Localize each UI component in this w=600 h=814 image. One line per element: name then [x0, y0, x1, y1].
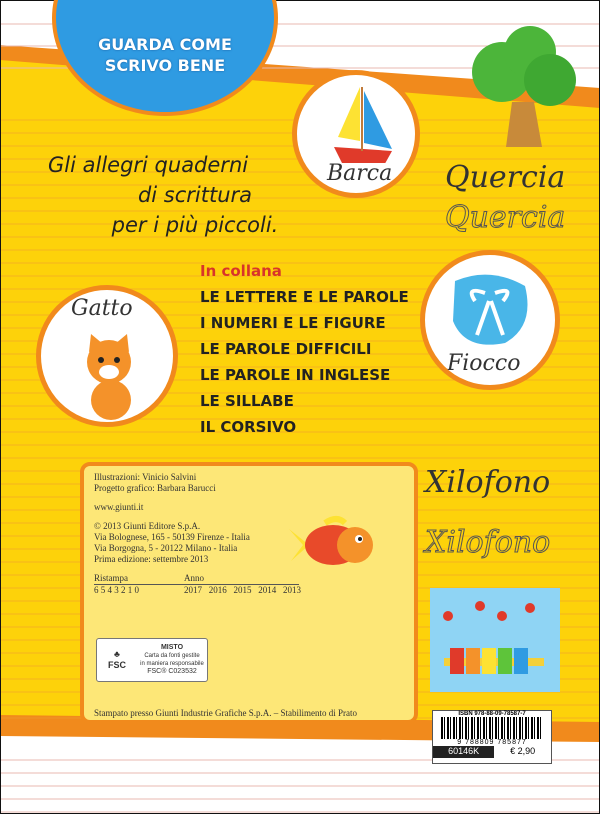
fsc-code: FSC® C023532 [147, 668, 197, 675]
edition: Prima edizione: settembre 2013 [94, 554, 209, 564]
series-title: In collana [200, 262, 282, 280]
barcode [432, 710, 552, 764]
reprint-numbers: 6 5 4 3 2 1 0 [94, 585, 139, 595]
fsc-mix: MISTO [160, 644, 184, 651]
tagline-line-1: Gli allegri quaderni [48, 153, 249, 177]
tagline-line-2: di scrittura [137, 183, 253, 207]
year-label: Anno [184, 573, 204, 583]
series-item: LE LETTERE E LE PAROLE [200, 288, 409, 306]
website-link[interactable]: www.giunti.it [94, 502, 144, 512]
series-item: I NUMERI E LE FIGURE [200, 314, 386, 332]
bow-picture [420, 250, 560, 390]
printer-credit: Stampato presso Giunti Industrie Grafiche S.p.A. – Stabilimento di Prato [94, 708, 357, 718]
tree-icon [470, 22, 580, 150]
fsc-logo: ♣ FSC [108, 649, 126, 670]
bow-label: Fiocco [447, 351, 521, 376]
price: € 2,90 [510, 746, 536, 756]
word-oak-tracing: Quercia [445, 200, 566, 235]
xylophone-icon [430, 588, 560, 692]
cat-icon [71, 330, 151, 420]
series-item: IL CORSIVO [200, 418, 297, 436]
address-florence: Via Bolognese, 165 - 50139 Firenze - Italia [94, 532, 250, 542]
product-code: 60146K [433, 746, 494, 758]
copyright: © 2013 Giunti Editore S.p.A. [94, 521, 201, 531]
reprint-label: Ristampa [94, 573, 128, 583]
tagline-line-3: per i più piccoli. [111, 213, 279, 237]
fsc-desc: in maniera responsabile [140, 661, 204, 667]
badge-line-1: GUARDA COME [98, 35, 232, 54]
badge-line-2: SCRIVO BENE [104, 56, 226, 75]
fsc-label [96, 638, 208, 682]
bow-icon [445, 271, 535, 351]
address-milan: Via Borgogna, 5 - 20122 Milano - Italia [94, 543, 238, 553]
series-item: LE PAROLE IN INGLESE [200, 366, 391, 384]
boat-label: Barca [327, 161, 393, 186]
isbn: ISBN 978-88-09-78587-7 [458, 711, 526, 717]
illustrations-credit: Illustrazioni: Vinicio Salvini [94, 472, 197, 482]
word-oak: Quercia [445, 160, 566, 195]
cat-label: Gatto [71, 296, 133, 321]
word-xylophone-tracing: Xilofono [425, 525, 551, 560]
tagline [40, 150, 350, 240]
word-xylophone: Xilofono [425, 465, 551, 500]
series-item: LE SILLABE [200, 392, 294, 410]
colophon-box [80, 462, 418, 724]
design-credit: Progetto grafico: Barbara Barucci [94, 483, 216, 493]
cat-picture [36, 285, 178, 427]
reprint-years: 2017 2016 2015 2014 2013 [184, 585, 301, 595]
barcode-digits: 9 788809 785877 [457, 739, 527, 746]
fish-icon [285, 515, 380, 575]
barcode-bars [441, 717, 543, 739]
series-item: LE PAROLE DIFFICILI [200, 340, 372, 358]
fsc-desc: Carta da fonti gestite [144, 653, 200, 659]
